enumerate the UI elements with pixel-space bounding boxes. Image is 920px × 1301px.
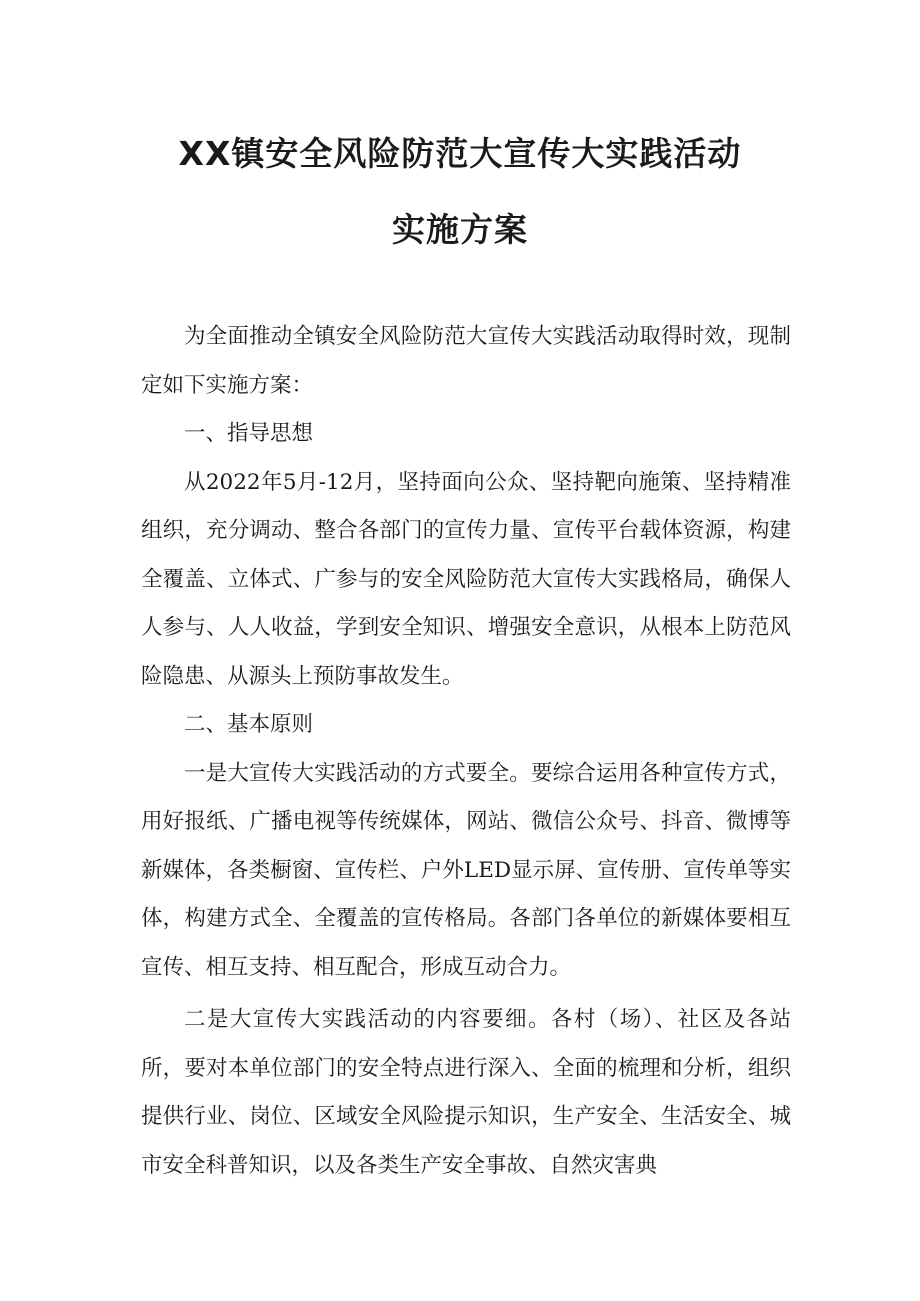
guiding-ideology-paragraph: 从2022年5月-12月，坚持面向公众、坚持靶向施策、坚持精准组织，充分调动、整合各部门的宣传力量、宣传平台载体资源，构建全覆盖、立体式、广参与的安全风险防范大宣传大实践格局，确保人人参与、人人收益，学到安全知识、增强安全意识，从根本上防范风险隐患、从源头上预防事故发生。 xyxy=(141,469,791,689)
intro-paragraph: 为全面推动全镇安全风险防范大宣传大实践活动取得时效，现制定如下实施方案： xyxy=(141,324,791,398)
document-subtitle: 实施方案 xyxy=(392,210,528,249)
principle-two-paragraph: 二是大宣传大实践活动的内容要细。各村（场）、社区及各站所，要对本单位部门的安全特点进行深入、全面的梳理和分析，组织提供行业、岗位、区域安全风险提示知识，生产安全、生活安全、城市安全科普知识，以及各类生产安全事故、自然灾害典 xyxy=(141,1007,791,1178)
section-heading-basic-principles: 二、基本原则 xyxy=(184,712,314,737)
section-heading-guiding-ideology: 一、指导思想 xyxy=(184,421,314,446)
document-title: XX镇安全风险防范大宣传大实践活动 xyxy=(178,134,742,173)
principle-one-paragraph: 一是大宣传大实践活动的方式要全。要综合运用各种宣传方式，用好报纸、广播电视等传统媒体，网站、微信公众号、抖音、微博等新媒体，各类橱窗、宣传栏、户外LED显示屏、宣传册、宣传单等实体，构建方式全、全覆盖的宣传格局。各部门各单位的新媒体要相互宣传、相互支持、相互配合，形成互动合力。 xyxy=(141,760,791,980)
document-body xyxy=(141,313,791,1190)
